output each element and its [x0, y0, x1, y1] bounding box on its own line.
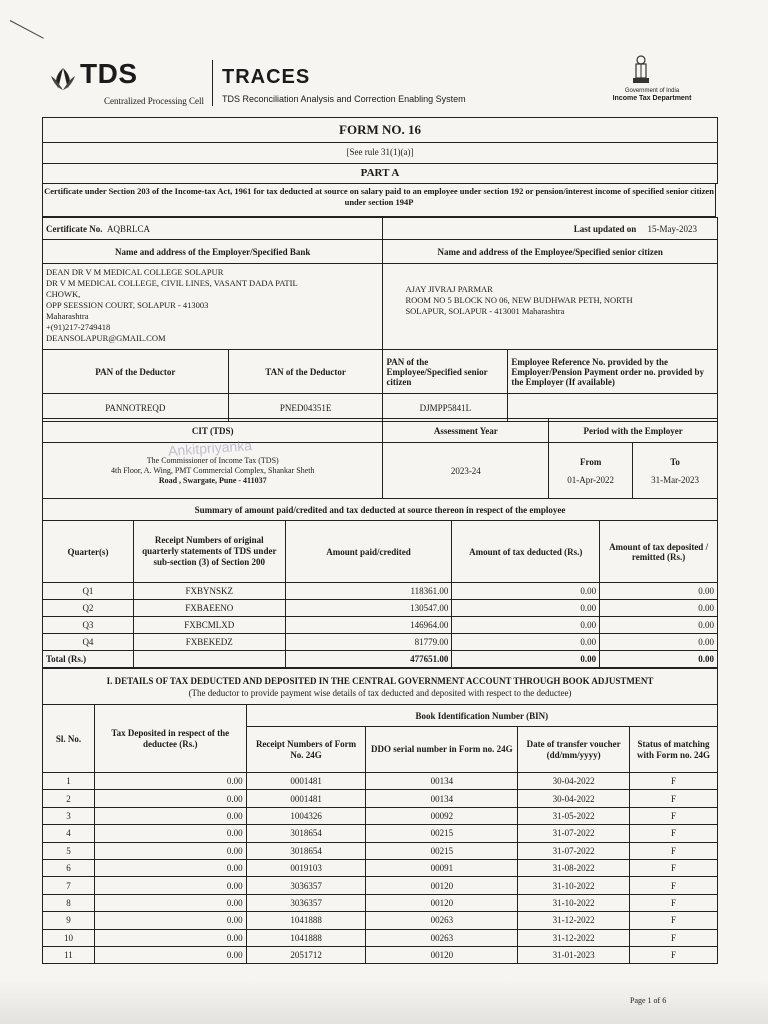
- cit-label: CIT (TDS): [43, 419, 383, 443]
- summary-row: [43, 583, 718, 600]
- summary-paid: 81779.00: [285, 634, 452, 651]
- details-ddo: 00215: [366, 825, 518, 842]
- details-receipt: 1041888: [246, 912, 366, 929]
- part-a-title: PART A: [42, 163, 718, 184]
- details-slno: 10: [43, 929, 95, 946]
- details-row: [43, 946, 718, 963]
- details-date: 31-12-2022: [518, 929, 630, 946]
- employer-line: DR V M MEDICAL COLLEGE, CIVIL LINES, VASANT DADA PATIL: [46, 278, 298, 288]
- details-slno: 6: [43, 859, 95, 876]
- logo-text: TDS: [80, 58, 138, 89]
- summary-total-label: Total (Rs.): [43, 651, 134, 668]
- summary-row: [43, 600, 718, 617]
- details-receipt: 2051712: [246, 946, 366, 963]
- details-receipt: 3018654: [246, 825, 366, 842]
- logo-subtitle: Centralized Processing Cell: [104, 96, 204, 106]
- summary-total-paid: 477651.00: [285, 651, 452, 668]
- last-updated-cell: [383, 218, 718, 240]
- summary-quarter: Q3: [43, 617, 134, 634]
- details-date: 31-07-2022: [518, 842, 630, 859]
- details-row: [43, 894, 718, 911]
- details-ddo: 00091: [366, 859, 518, 876]
- cit-address-line: The Commissioner of Income Tax (TDS): [146, 455, 279, 465]
- summary-col-deposited: Amount of tax deposited / remitted (Rs.): [600, 521, 718, 583]
- tds-logo-icon: [48, 64, 78, 94]
- details-date: 31-08-2022: [518, 859, 630, 876]
- details-tax: 0.00: [94, 929, 246, 946]
- gov-line1: Government of India: [624, 88, 680, 94]
- summary-deposited: 0.00: [600, 583, 718, 600]
- details-ddo: 00120: [366, 946, 518, 963]
- details-ddo: 00215: [366, 842, 518, 859]
- details-col-date: Date of transfer voucher (dd/mm/yyyy): [518, 727, 630, 773]
- employee-address: [383, 264, 718, 350]
- summary-deducted: 0.00: [452, 634, 600, 651]
- details-receipt: 0001481: [246, 790, 366, 807]
- summary-deposited: 0.00: [600, 634, 718, 651]
- summary-col-receipt: Receipt Numbers of original quarterly statements of TDS under sub-section (3) of Section 200: [133, 521, 285, 583]
- details-slno: 4: [43, 825, 95, 842]
- pan-deductor-value: PANNOTREQD: [43, 394, 229, 422]
- cit-address-line: 4th Floor, A. Wing, PMT Commercial Complex, Shankar Sheth: [110, 465, 315, 475]
- details-row: [43, 877, 718, 894]
- details-slno: 7: [43, 877, 95, 894]
- details-col-status: Status of matching with Form no. 24G: [630, 727, 718, 773]
- summary-deposited: 0.00: [600, 600, 718, 617]
- assessment-year-label: Assessment Year: [383, 419, 549, 443]
- pan-employee-value: DJMPP5841L: [383, 394, 508, 422]
- employer-address: [43, 264, 383, 350]
- summary-receipt: FXBCMLXD: [133, 617, 285, 634]
- summary-paid: 118361.00: [285, 583, 452, 600]
- employer-line: CHOWK,: [46, 289, 81, 299]
- summary-table: [42, 498, 718, 668]
- details-row: [43, 790, 718, 807]
- summary-title: Summary of amount paid/credited and tax deducted at source thereon in respect of the employee: [43, 499, 718, 521]
- summary-receipt: FXBAEENO: [133, 600, 285, 617]
- details-tax: 0.00: [94, 807, 246, 824]
- details-tax: 0.00: [94, 825, 246, 842]
- employee-line: AJAY JIVRAJ PARMAR: [405, 284, 493, 294]
- summary-col-paid: Amount paid/credited: [285, 521, 452, 583]
- details-date: 30-04-2022: [518, 790, 630, 807]
- tan-deductor-label: TAN of the Deductor: [228, 350, 383, 394]
- system-subtitle: TDS Reconciliation Analysis and Correction Enabling System: [222, 94, 466, 104]
- employer-line: Maharashtra: [46, 311, 89, 321]
- details-status: F: [630, 773, 718, 790]
- details-status: F: [630, 877, 718, 894]
- details-date: 31-10-2022: [518, 894, 630, 911]
- details-ddo: 00263: [366, 912, 518, 929]
- details-date: 31-07-2022: [518, 825, 630, 842]
- details-row: [43, 773, 718, 790]
- last-updated-value: 15-May-2023: [647, 223, 697, 234]
- details-title-cell: [43, 669, 718, 705]
- employer-line: OPP SEESSION COURT, SOLAPUR - 413003: [46, 300, 209, 310]
- period-label: Period with the Employer: [549, 419, 718, 443]
- pan-deductor-label: PAN of the Deductor: [43, 350, 229, 394]
- details-date: 30-04-2022: [518, 773, 630, 790]
- book-adjustment-table: [42, 668, 718, 964]
- details-slno: 9: [43, 912, 95, 929]
- details-row: [43, 859, 718, 876]
- details-slno: 3: [43, 807, 95, 824]
- summary-row: [43, 617, 718, 634]
- details-slno: 11: [43, 946, 95, 963]
- summary-receipt: FXBEKEDZ: [133, 634, 285, 651]
- details-subtitle: (The deductor to provide payment wise details of tax deducted and deposited with respect to the deductee): [188, 687, 572, 698]
- details-ddo: 00134: [366, 790, 518, 807]
- employer-header: Name and address of the Employer/Specified Bank: [43, 240, 383, 264]
- details-tax: 0.00: [94, 894, 246, 911]
- gov-label: [602, 88, 702, 103]
- details-tax: 0.00: [94, 912, 246, 929]
- cert-no-cell: [43, 218, 383, 240]
- details-tax: 0.00: [94, 946, 246, 963]
- form-rule: [See rule 31(1)(a)]: [42, 141, 718, 164]
- details-row: [43, 912, 718, 929]
- details-ddo: 00134: [366, 773, 518, 790]
- summary-total-receipt: [133, 651, 285, 668]
- summary-deducted: 0.00: [452, 583, 600, 600]
- details-slno: 5: [43, 842, 95, 859]
- from-label: From: [579, 456, 602, 467]
- details-status: F: [630, 929, 718, 946]
- summary-quarter: Q1: [43, 583, 134, 600]
- summary-deposited: 0.00: [600, 617, 718, 634]
- employee-header: Name and address of the Employee/Specified senior citizen: [383, 240, 718, 264]
- period-from-cell: [549, 443, 633, 499]
- employee-line: ROOM NO 5 BLOCK NO 06, NEW BUDHWAR PETH, NORTH: [405, 295, 633, 305]
- details-status: F: [630, 807, 718, 824]
- details-row: [43, 807, 718, 824]
- details-receipt: 1041888: [246, 929, 366, 946]
- details-status: F: [630, 946, 718, 963]
- details-date: 31-01-2023: [518, 946, 630, 963]
- assessment-year-value: 2023-24: [383, 443, 549, 499]
- pen-mark: [10, 20, 44, 39]
- summary-deducted: 0.00: [452, 617, 600, 634]
- details-title: I. DETAILS OF TAX DEDUCTED AND DEPOSITED IN THE CENTRAL GOVERNMENT ACCOUNT THROUGH BOOK ADJUSTMENT: [106, 675, 654, 686]
- summary-total-deducted: 0.00: [452, 651, 600, 668]
- period-to-cell: [633, 443, 718, 499]
- details-receipt: 3036357: [246, 894, 366, 911]
- cert-no-value: AQBRLCA: [106, 223, 150, 234]
- details-tax: 0.00: [94, 773, 246, 790]
- details-status: F: [630, 894, 718, 911]
- details-status: F: [630, 859, 718, 876]
- details-slno: 1: [43, 773, 95, 790]
- summary-col-deducted: Amount of tax deducted (Rs.): [452, 521, 600, 583]
- header-divider: [212, 60, 213, 106]
- pan-employee-label: PAN of the Employee/Specified senior citizen: [383, 350, 508, 394]
- cit-address-line: Road , Swargate, Pune - 411037: [158, 475, 267, 485]
- gov-line2: Income Tax Department: [612, 95, 692, 102]
- summary-total-deposited: 0.00: [600, 651, 718, 668]
- details-ddo: 00120: [366, 894, 518, 911]
- details-ddo: 00092: [366, 807, 518, 824]
- details-receipt: 0001481: [246, 773, 366, 790]
- form-title: FORM NO. 16: [42, 117, 718, 143]
- cert-no-label: Certificate No.: [46, 223, 103, 234]
- details-tax: 0.00: [94, 859, 246, 876]
- details-date: 31-05-2022: [518, 807, 630, 824]
- details-col-tax: Tax Deposited in respect of the deductee (Rs.): [94, 705, 246, 773]
- details-status: F: [630, 825, 718, 842]
- details-receipt: 3018654: [246, 842, 366, 859]
- system-name: TRACES: [222, 66, 311, 88]
- employer-line: DEANSOLAPUR@GMAIL.COM: [46, 333, 166, 343]
- details-receipt: 1004326: [246, 807, 366, 824]
- details-status: F: [630, 842, 718, 859]
- summary-paid: 146964.00: [285, 617, 452, 634]
- employee-line: SOLAPUR, SOLAPUR - 413001 Maharashtra: [405, 306, 565, 316]
- details-col-receipt: Receipt Numbers of Form No. 24G: [246, 727, 366, 773]
- details-row: [43, 842, 718, 859]
- certificate-text: Certificate under Section 203 of the Income-tax Act, 1961 for tax deducted at source on salary paid to an employee under section 192 or pension/interest income of specified senior citizen under section 194P: [42, 183, 716, 217]
- details-receipt: 3036357: [246, 877, 366, 894]
- last-updated-label: Last updated on: [573, 223, 637, 234]
- page-number: Page 1 of 6: [630, 996, 667, 1005]
- details-status: F: [630, 790, 718, 807]
- details-tax: 0.00: [94, 842, 246, 859]
- tds-logo: [46, 60, 206, 108]
- summary-quarter: Q4: [43, 634, 134, 651]
- summary-paid: 130547.00: [285, 600, 452, 617]
- details-body: [43, 773, 718, 964]
- details-date: 31-12-2022: [518, 912, 630, 929]
- summary-quarter: Q2: [43, 600, 134, 617]
- details-ddo: 00263: [366, 929, 518, 946]
- to-label: To: [670, 456, 680, 467]
- summary-deducted: 0.00: [452, 600, 600, 617]
- tan-deductor-value: PNED04351E: [228, 394, 383, 422]
- employer-line: DEAN DR V M MEDICAL COLLEGE SOLAPUR: [46, 267, 224, 277]
- to-value: 31-Mar-2023: [651, 474, 699, 485]
- cit-table: [42, 418, 718, 499]
- details-slno: 2: [43, 790, 95, 807]
- summary-row: [43, 634, 718, 651]
- details-tax: 0.00: [94, 790, 246, 807]
- details-date: 31-10-2022: [518, 877, 630, 894]
- details-slno: 8: [43, 894, 95, 911]
- summary-receipt: FXBYNSKZ: [133, 583, 285, 600]
- details-receipt: 0019103: [246, 859, 366, 876]
- summary-total-row: [43, 651, 718, 668]
- emp-ref-label: Employee Reference No. provided by the Employer/Pension Payment order no. provided by the Employer (If available): [508, 350, 718, 394]
- header: [46, 58, 716, 110]
- details-status: F: [630, 912, 718, 929]
- details-table: [42, 217, 718, 422]
- ink-stamp: Ankitpriyanka: [167, 437, 253, 459]
- details-tax: 0.00: [94, 877, 246, 894]
- details-ddo: 00120: [366, 877, 518, 894]
- summary-col-quarter: Quarter(s): [43, 521, 134, 583]
- details-row: [43, 929, 718, 946]
- details-col-ddo: DDO serial number in Form no. 24G: [366, 727, 518, 773]
- details-col-slno: Sl. No.: [43, 705, 95, 773]
- employer-line: +(91)217-2749418: [46, 322, 111, 332]
- emblem-icon: [630, 54, 652, 88]
- from-value: 01-Apr-2022: [567, 474, 615, 485]
- details-col-bin: Book Identification Number (BIN): [246, 705, 717, 727]
- details-row: [43, 825, 718, 842]
